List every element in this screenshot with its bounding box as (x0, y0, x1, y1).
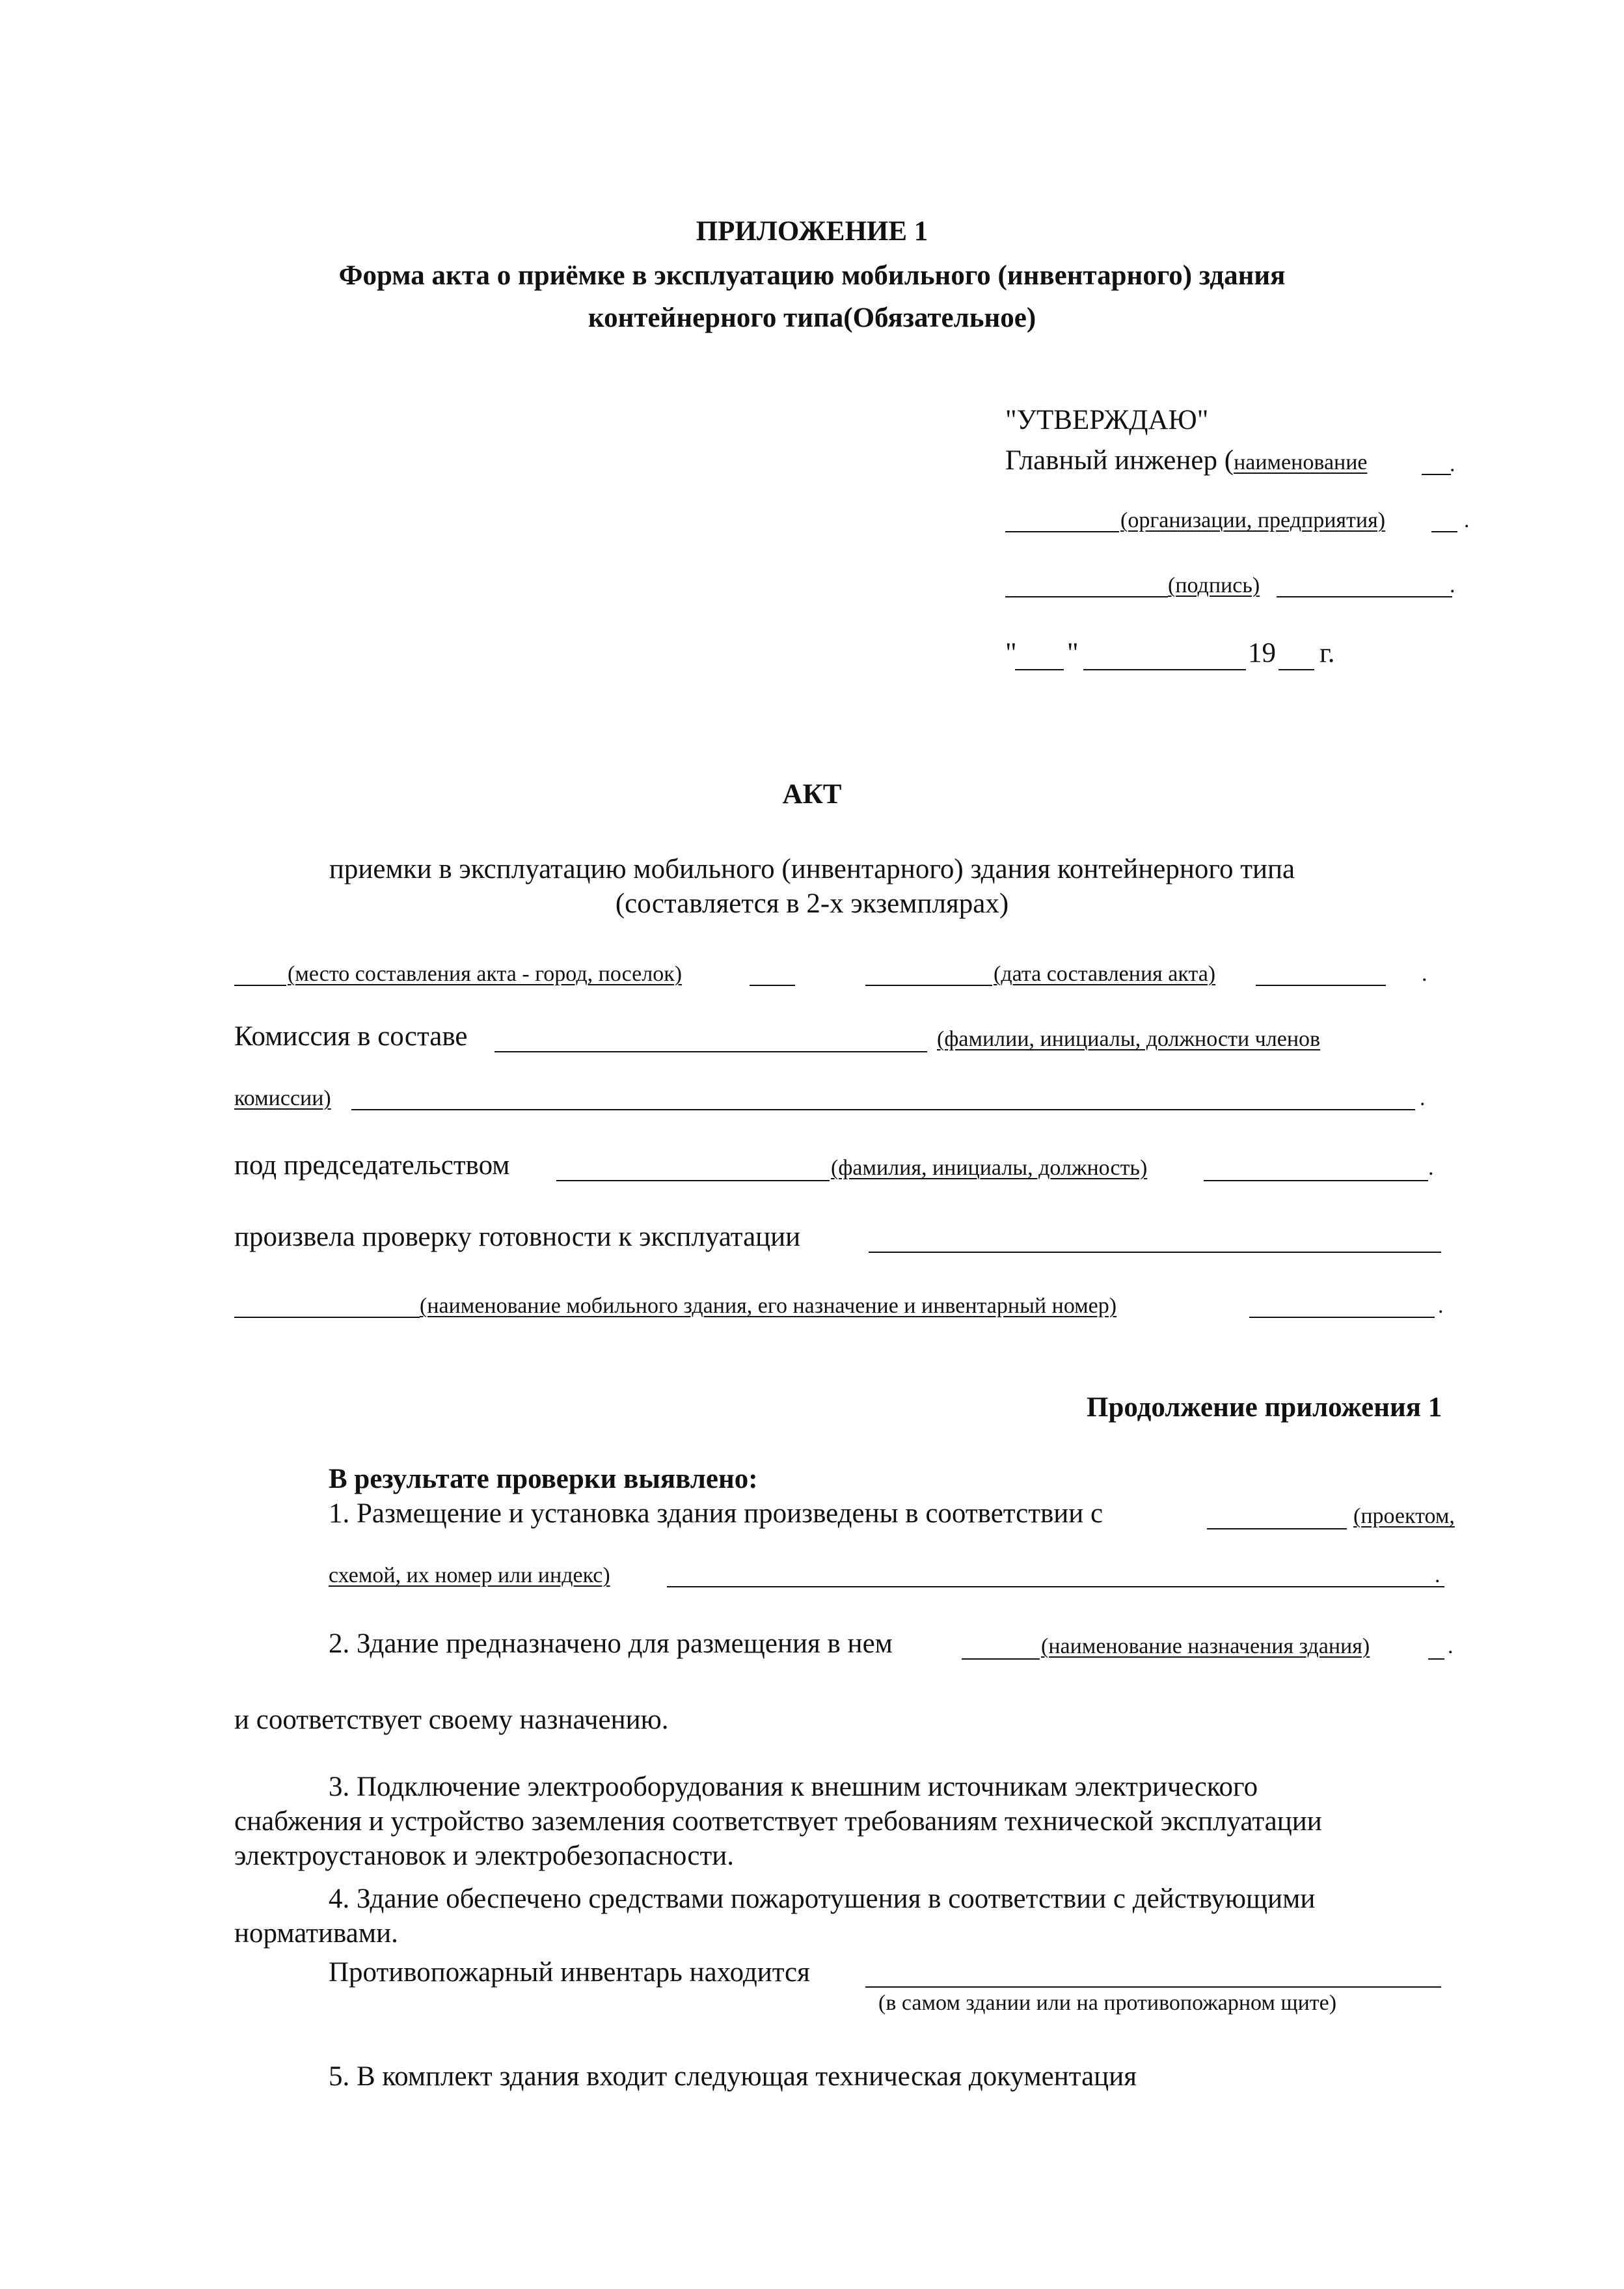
signature-blank-right[interactable] (1277, 596, 1452, 597)
commission-dot: . (1420, 1086, 1426, 1110)
place-hint: (место составления акта - город, поселок) (288, 962, 683, 986)
item4-line1: 4. Здание обеспечено средствами пожаротушения в соответствии с действующими (329, 1884, 1316, 1914)
fire-inventory-blank[interactable] (865, 1986, 1441, 1988)
commission-hint-1: (фамилии, инициалы, должности членов (937, 1027, 1321, 1051)
date-open-quote: " (1005, 638, 1017, 668)
chief-engineer-label: Главный инженер ( (1005, 445, 1234, 476)
date-of-act-dot: . (1422, 962, 1428, 986)
item3-line2: снабжения и устройство заземления соответствует требованиям технической эксплуатации (234, 1806, 1322, 1837)
results-heading: В результате проверки выявлено: (329, 1464, 758, 1494)
fire-inventory-label: Противопожарный инвентарь находится (329, 1957, 810, 1988)
year-suffix: г. (1320, 638, 1335, 668)
act-heading: АКТ (782, 779, 842, 810)
item1-dot: . (1435, 1563, 1441, 1587)
fire-inventory-hint: (в самом здании или на противопожарном щите) (878, 1991, 1337, 2015)
item2-text: 2. Здание предназначено для размещения в нем (329, 1628, 893, 1659)
chair-label: под председательством (234, 1150, 510, 1181)
continuation-heading: Продолжение приложения 1 (1087, 1392, 1442, 1423)
approve-stamp: "УТВЕРЖДАЮ" (1005, 405, 1209, 435)
building-dot: . (1438, 1294, 1444, 1318)
check-blank[interactable] (869, 1252, 1441, 1253)
name-dot: . (1450, 452, 1455, 476)
appendix-title: ПРИЛОЖЕНИЕ 1 (696, 216, 928, 247)
item1-blank[interactable] (1207, 1528, 1347, 1529)
signature-blank-left[interactable] (1005, 596, 1168, 597)
form-title-line1: Форма акта о приёмке в эксплуатацию мобильного (инвентарного) здания (338, 260, 1286, 291)
place-blank-right[interactable] (750, 985, 795, 986)
place-blank-left[interactable] (234, 985, 286, 986)
item2-blank-right[interactable] (1428, 1658, 1444, 1660)
chief-engineer-line (1005, 444, 1368, 478)
date-of-act-blank-left[interactable] (865, 985, 992, 986)
item5-text: 5. В комплект здания входит следующая техническая документация (329, 2061, 1137, 2092)
commission-blank[interactable] (494, 1051, 927, 1052)
year-prefix: 19 (1248, 638, 1276, 668)
signature-dot: . (1450, 573, 1455, 597)
building-blank-left[interactable] (234, 1317, 420, 1318)
item1-hint-1: (проектом, (1353, 1504, 1455, 1528)
commission-label: Комиссия в составе (234, 1021, 468, 1052)
name-blank[interactable] (1422, 474, 1451, 475)
org-blank-right[interactable] (1431, 531, 1457, 532)
org-hint: (организации, предприятия) (1120, 508, 1386, 532)
commission-hint-2: комиссии) (234, 1086, 331, 1110)
date-of-act-hint: (дата составления акта) (994, 962, 1216, 986)
item2-tail: и соответствует своему назначению. (234, 1705, 669, 1735)
signature-hint: (подпись) (1168, 573, 1260, 597)
date-day-blank[interactable] (1015, 669, 1064, 670)
act-subtitle: приемки в эксплуатацию мобильного (инвентарного) здания контейнерного типа (329, 854, 1295, 884)
item3-line3: электроустановок и электробезопасности. (234, 1841, 735, 1871)
year-blank[interactable] (1279, 669, 1314, 670)
building-hint: (наименование мобильного здания, его назначение и инвентарный номер) (420, 1294, 1117, 1318)
item3-line1: 3. Подключение электрооборудования к внешним источникам электрического (329, 1772, 1258, 1802)
item1-hint-2: схемой, их номер или индекс) (329, 1563, 610, 1587)
date-month-blank[interactable] (1083, 669, 1246, 670)
chair-blank-right[interactable] (1204, 1180, 1428, 1181)
item1-text: 1. Размещение и установка здания произведены в соответствии с (329, 1498, 1103, 1529)
item1-blank-2[interactable] (667, 1586, 1444, 1587)
commission-blank-2[interactable] (351, 1109, 1415, 1110)
item4-line2: нормативами. (234, 1918, 398, 1949)
act-copies: (составляется в 2-х экземплярах) (615, 888, 1009, 919)
item2-blank[interactable] (962, 1658, 1040, 1660)
org-blank-left[interactable] (1005, 531, 1119, 532)
item2-hint: (наименование назначения здания) (1041, 1634, 1370, 1658)
org-dot: . (1464, 508, 1470, 532)
check-label: произвела проверку готовности к эксплуатации (234, 1222, 801, 1252)
building-blank-right[interactable] (1249, 1317, 1435, 1318)
org-name-hint: наименование (1234, 450, 1368, 474)
chair-blank-left[interactable] (556, 1180, 830, 1181)
date-of-act-blank-right[interactable] (1256, 985, 1386, 986)
date-close-quote: " (1067, 638, 1079, 668)
chair-dot: . (1428, 1156, 1434, 1180)
chair-hint: (фамилия, инициалы, должность) (831, 1156, 1148, 1180)
form-title-line2: контейнерного типа(Обязательное) (588, 303, 1036, 333)
item2-dot: . (1448, 1634, 1454, 1658)
